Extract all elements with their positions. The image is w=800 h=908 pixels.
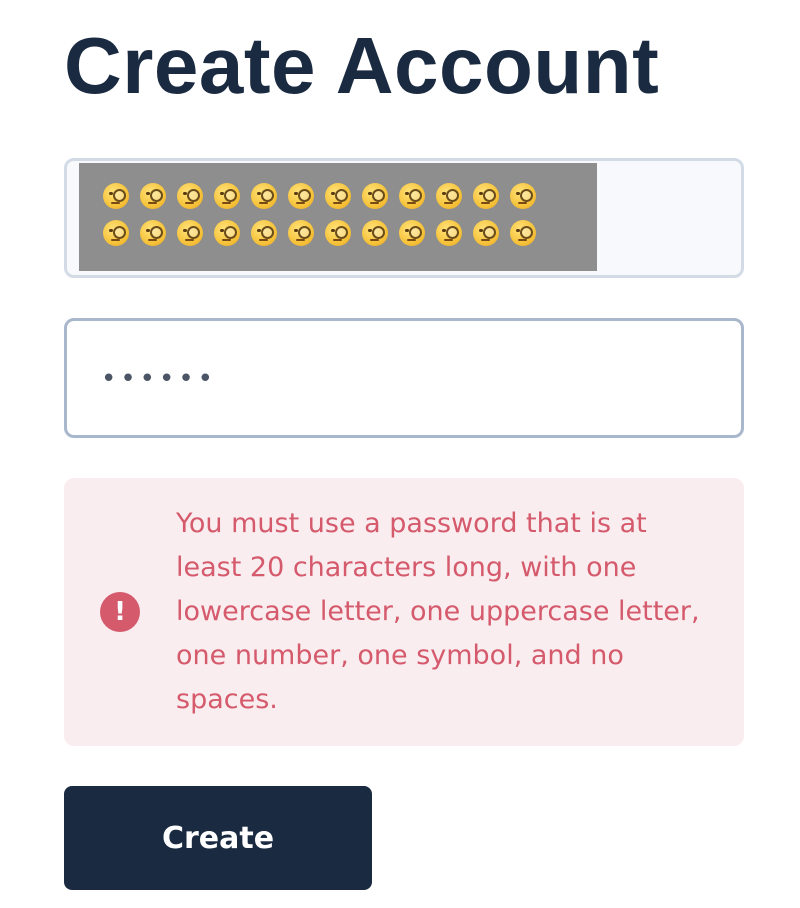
face-with-monocle-emoji-icon bbox=[473, 220, 499, 246]
face-with-monocle-emoji-icon bbox=[473, 183, 499, 209]
face-with-monocle-emoji-icon bbox=[214, 183, 240, 209]
username-value-selected bbox=[79, 163, 597, 271]
face-with-monocle-emoji-icon bbox=[251, 220, 277, 246]
face-with-monocle-emoji-icon bbox=[177, 183, 203, 209]
face-with-monocle-emoji-icon bbox=[103, 220, 129, 246]
create-button[interactable]: Create bbox=[64, 786, 372, 890]
password-field[interactable] bbox=[64, 318, 744, 438]
face-with-monocle-emoji-icon bbox=[436, 183, 462, 209]
face-with-monocle-emoji-icon bbox=[510, 183, 536, 209]
face-with-monocle-emoji-icon bbox=[399, 183, 425, 209]
face-with-monocle-emoji-icon bbox=[288, 220, 314, 246]
exclamation-icon: ! bbox=[100, 592, 140, 632]
face-with-monocle-emoji-icon bbox=[325, 183, 351, 209]
face-with-monocle-emoji-icon bbox=[399, 220, 425, 246]
error-message-text: You must use a password that is at least 20 characters long, with one lowercase letter, one uppercase letter, one number, one symbol, and no spaces. bbox=[176, 508, 700, 715]
face-with-monocle-emoji-icon bbox=[140, 183, 166, 209]
face-with-monocle-emoji-icon bbox=[325, 220, 351, 246]
error-message-box bbox=[64, 478, 744, 746]
face-with-monocle-emoji-icon bbox=[103, 183, 129, 209]
emoji-row bbox=[103, 220, 597, 246]
face-with-monocle-emoji-icon bbox=[288, 183, 314, 209]
face-with-monocle-emoji-icon bbox=[362, 183, 388, 209]
password-value: •••••• bbox=[101, 364, 218, 394]
face-with-monocle-emoji-icon bbox=[510, 220, 536, 246]
face-with-monocle-emoji-icon bbox=[362, 220, 388, 246]
face-with-monocle-emoji-icon bbox=[140, 220, 166, 246]
face-with-monocle-emoji-icon bbox=[436, 220, 462, 246]
face-with-monocle-emoji-icon bbox=[251, 183, 277, 209]
emoji-row bbox=[103, 183, 597, 209]
page-title: Create Account bbox=[64, 21, 660, 110]
face-with-monocle-emoji-icon bbox=[177, 220, 203, 246]
username-field[interactable] bbox=[64, 158, 744, 278]
face-with-monocle-emoji-icon bbox=[214, 220, 240, 246]
